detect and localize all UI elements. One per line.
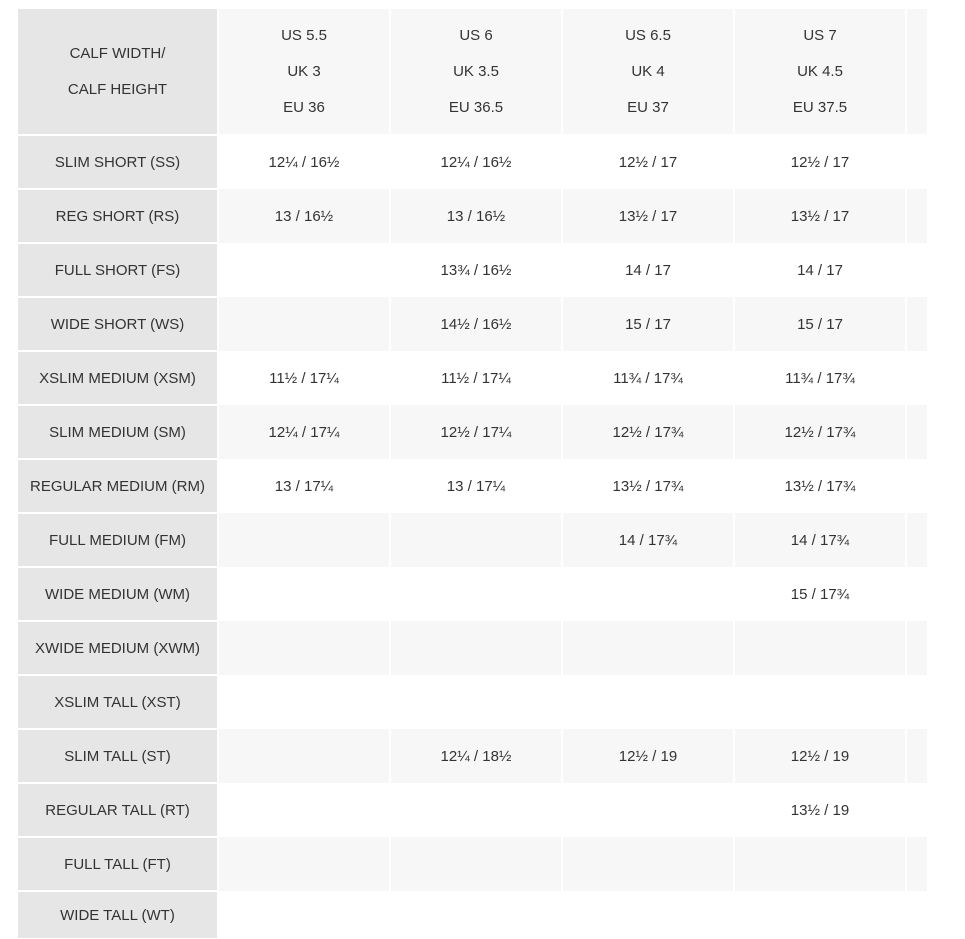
row-label: FULL MEDIUM (FM)	[18, 513, 218, 567]
measurement-cell	[218, 567, 390, 621]
column-header-size-2	[390, 9, 562, 135]
measurement-cell	[390, 513, 562, 567]
table-row	[18, 351, 927, 405]
measurement-cell-partial	[906, 243, 927, 297]
measurement-cell: 12½ / 19	[562, 729, 734, 783]
us-size: US 5.5	[281, 26, 327, 44]
measurement-cell: 12½ / 17	[734, 135, 906, 189]
row-label: WIDE MEDIUM (WM)	[18, 567, 218, 621]
measurement-cell: 12½ / 19	[734, 729, 906, 783]
column-header-size-5-partial	[906, 9, 927, 135]
size-chart-container[interactable]	[18, 9, 927, 939]
row-label: XWIDE MEDIUM (XWM)	[18, 621, 218, 675]
table-row	[18, 891, 927, 939]
measurement-cell: 14½ / 16½	[390, 297, 562, 351]
table-row	[18, 135, 927, 189]
corner-header-line2: CALF HEIGHT	[67, 80, 168, 98]
measurement-cell: 13 / 17¼	[390, 459, 562, 513]
table-row	[18, 513, 927, 567]
measurement-cell: 12¼ / 16½	[390, 135, 562, 189]
measurement-cell	[734, 837, 906, 891]
eu-size: EU 36	[283, 98, 325, 116]
measurement-cell-partial	[906, 567, 927, 621]
column-header-size-1	[218, 9, 390, 135]
measurement-cell-partial	[906, 297, 927, 351]
row-label: REGULAR TALL (RT)	[18, 783, 218, 837]
measurement-cell: 13 / 17¼	[218, 459, 390, 513]
measurement-cell	[562, 891, 734, 939]
measurement-cell	[562, 621, 734, 675]
eu-size: EU 36.5	[448, 98, 504, 116]
table-row	[18, 621, 927, 675]
measurement-cell: 12½ / 17¾	[562, 405, 734, 459]
measurement-cell: 13½ / 17	[562, 189, 734, 243]
table-row	[18, 243, 927, 297]
measurement-cell	[734, 675, 906, 729]
measurement-cell	[218, 297, 390, 351]
measurement-cell	[218, 729, 390, 783]
row-label: SLIM MEDIUM (SM)	[18, 405, 218, 459]
header-row	[18, 9, 927, 135]
row-label: SLIM TALL (ST)	[18, 729, 218, 783]
corner-header	[18, 9, 218, 135]
table-row	[18, 405, 927, 459]
row-label: FULL SHORT (FS)	[18, 243, 218, 297]
measurement-cell-partial	[906, 513, 927, 567]
measurement-cell: 13½ / 17	[734, 189, 906, 243]
row-label: WIDE SHORT (WS)	[18, 297, 218, 351]
table-row	[18, 675, 927, 729]
measurement-cell	[562, 675, 734, 729]
measurement-cell	[218, 891, 390, 939]
measurement-cell: 12¼ / 18½	[390, 729, 562, 783]
measurement-cell: 14 / 17	[562, 243, 734, 297]
measurement-cell: 12½ / 17¼	[390, 405, 562, 459]
table-row	[18, 783, 927, 837]
measurement-cell: 13½ / 17¾	[734, 459, 906, 513]
us-size: US 6.5	[625, 26, 671, 44]
eu-size: EU 37	[627, 98, 669, 116]
row-label: XSLIM TALL (XST)	[18, 675, 218, 729]
row-label: WIDE TALL (WT)	[18, 891, 218, 939]
eu-size: EU 37.5	[792, 98, 848, 116]
measurement-cell: 15 / 17	[562, 297, 734, 351]
column-header-size-4	[734, 9, 906, 135]
measurement-cell	[390, 891, 562, 939]
us-size: US 6	[459, 26, 493, 44]
measurement-cell	[218, 513, 390, 567]
measurement-cell: 12½ / 17	[562, 135, 734, 189]
measurement-cell: 11½ / 17¼	[218, 351, 390, 405]
measurement-cell: 12½ / 17¾	[734, 405, 906, 459]
measurement-cell-partial	[906, 189, 927, 243]
row-label: XSLIM MEDIUM (XSM)	[18, 351, 218, 405]
uk-size: UK 3	[287, 62, 321, 80]
measurement-cell-partial	[906, 621, 927, 675]
uk-size: UK 4.5	[797, 62, 843, 80]
measurement-cell	[390, 837, 562, 891]
us-size: US 7	[803, 26, 837, 44]
measurement-cell: 13½ / 17¾	[562, 459, 734, 513]
measurement-cell: 12¼ / 17¼	[218, 405, 390, 459]
table-row	[18, 837, 927, 891]
measurement-cell-partial	[906, 891, 927, 939]
measurement-cell	[390, 675, 562, 729]
measurement-cell: 14 / 17¾	[734, 513, 906, 567]
measurement-cell-partial	[906, 351, 927, 405]
uk-size: UK 3.5	[453, 62, 499, 80]
measurement-cell-partial	[906, 675, 927, 729]
measurement-cell-partial	[906, 405, 927, 459]
measurement-cell: 11¾ / 17¾	[734, 351, 906, 405]
measurement-cell: 13 / 16½	[218, 189, 390, 243]
measurement-cell	[390, 621, 562, 675]
measurement-cell: 13 / 16½	[390, 189, 562, 243]
measurement-cell	[390, 783, 562, 837]
measurement-cell	[562, 567, 734, 621]
measurement-cell-partial	[906, 459, 927, 513]
measurement-cell	[734, 891, 906, 939]
measurement-cell-partial	[906, 729, 927, 783]
measurement-cell: 13¾ / 16½	[390, 243, 562, 297]
measurement-cell: 15 / 17	[734, 297, 906, 351]
row-label: FULL TALL (FT)	[18, 837, 218, 891]
uk-size: UK 4	[631, 62, 665, 80]
measurement-cell: 11½ / 17¼	[390, 351, 562, 405]
measurement-cell	[562, 783, 734, 837]
measurement-cell	[390, 567, 562, 621]
measurement-cell: 12¼ / 16½	[218, 135, 390, 189]
measurement-cell-partial	[906, 135, 927, 189]
measurement-cell	[562, 837, 734, 891]
table-row	[18, 729, 927, 783]
row-label: SLIM SHORT (SS)	[18, 135, 218, 189]
measurement-cell: 15 / 17¾	[734, 567, 906, 621]
table-row	[18, 459, 927, 513]
measurement-cell-partial	[906, 783, 927, 837]
measurement-cell	[734, 621, 906, 675]
corner-header-line1: CALF WIDTH/	[69, 44, 166, 62]
measurement-cell	[218, 837, 390, 891]
table-row	[18, 567, 927, 621]
measurement-cell: 13½ / 19	[734, 783, 906, 837]
measurement-cell	[218, 621, 390, 675]
measurement-cell: 14 / 17¾	[562, 513, 734, 567]
measurement-cell: 11¾ / 17¾	[562, 351, 734, 405]
row-label: REGULAR MEDIUM (RM)	[18, 459, 218, 513]
measurement-cell: 14 / 17	[734, 243, 906, 297]
row-label: REG SHORT (RS)	[18, 189, 218, 243]
measurement-cell-partial	[906, 837, 927, 891]
size-chart-body	[18, 135, 927, 939]
column-header-size-3	[562, 9, 734, 135]
size-chart-table	[18, 9, 927, 939]
table-row	[18, 189, 927, 243]
measurement-cell	[218, 783, 390, 837]
table-row	[18, 297, 927, 351]
measurement-cell	[218, 675, 390, 729]
measurement-cell	[218, 243, 390, 297]
